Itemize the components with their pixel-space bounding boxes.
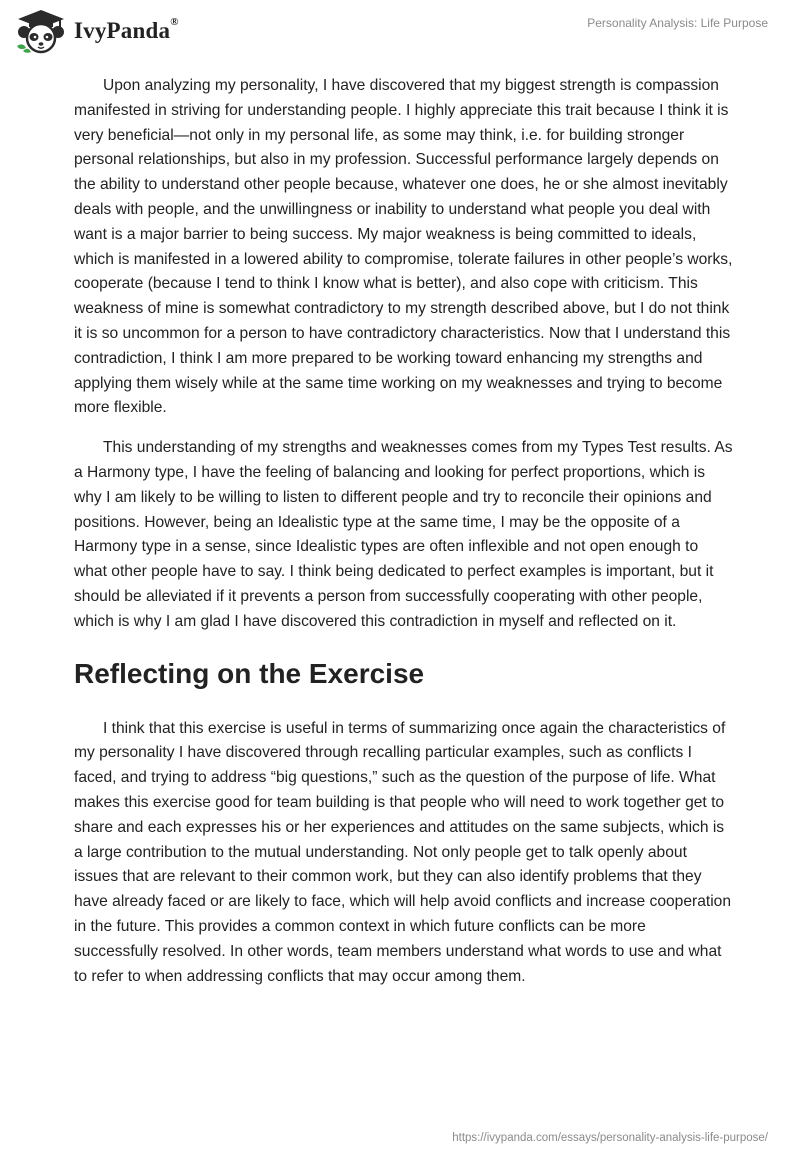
page-header xyxy=(0,0,800,70)
section-heading: Reflecting on the Exercise xyxy=(74,657,425,689)
brand-name: IvyPanda® xyxy=(74,16,179,43)
panda-graduate-icon xyxy=(14,8,68,54)
document-title: Personality Analysis: Life Purpose xyxy=(587,16,768,30)
paragraph: This understanding of my strengths and weaknesses comes from my Types Test results. As a Harmony type, I have the feeling of balancing and looking for perfect proportions, which is why I am likely to be willing to listen to different people and try to reconcile their opinions and positions. However, being an Idealistic type at the same time, I may be the opposite of a Harmony type in a sense, since Idealistic types are often inflexible and not open enough to what other people have to say. I think being dedicated to perfect examples is important, but it should be alleviated if it prevents a person from successfully cooperating with other people, which is why I am glad I have discovered this contradiction in myself and reflected on it. xyxy=(74,439,733,630)
paragraph: I think that this exercise is useful in terms of summarizing once again the characteristics of my personality I have discovered through recalling particular examples, such as conflicts I faced, and trying to address “big questions,” such as the question of the purpose of life. What makes this exercise good for team building is that people who will need to work together get to share and each expresses his or her experiences and attitudes on the same subjects, which is a large contribution to the mutual understanding. Not only people get to talk openly about issues that are relevant to their common work, but they can also identify problems that they have already faced or are likely to face, which will help avoid conflicts and increase cooperation in the future. This provides a common context in which future conflicts can be more successfully resolved. In other words, team members understand what words to use and what to refer to when addressing conflicts that may occur among them. xyxy=(74,719,732,985)
brand-logo[interactable] xyxy=(14,8,179,54)
essay-content xyxy=(74,74,734,1004)
source-url[interactable]: https://ivypanda.com/essays/personality-analysis-life-purpose/ xyxy=(452,1132,768,1144)
paragraph: Upon analyzing my personality, I have discovered that my biggest strength is compassion manifested in striving for understanding people. I highly appreciate this trait because I think it is very beneficial—not only in my personal life, as some may think, i.e. for building stronger personal relationships, but also in my profession. Successful performance largely depends on the ability to understand other people because, whatever one does, he or she almost inevitably deals with people, and the unwillingness or inability to understand what people you deal with want is a major barrier to being success. My major weakness is being committed to ideals, which is manifested in a lowered ability to compromise, tolerate failures in other people’s works, cooperate (because I tend to think I know what is better), and also cope with criticism. This weakness of mine is somewhat contradictory to my strength described above, but I do not think it is so uncommon for a person to have contradictory characteristics. Now that I understand this contradiction, I think I am more prepared to be working toward enhancing my strengths and applying them wisely while at the same time working on my weaknesses and trying to become more flexible. xyxy=(74,77,733,417)
